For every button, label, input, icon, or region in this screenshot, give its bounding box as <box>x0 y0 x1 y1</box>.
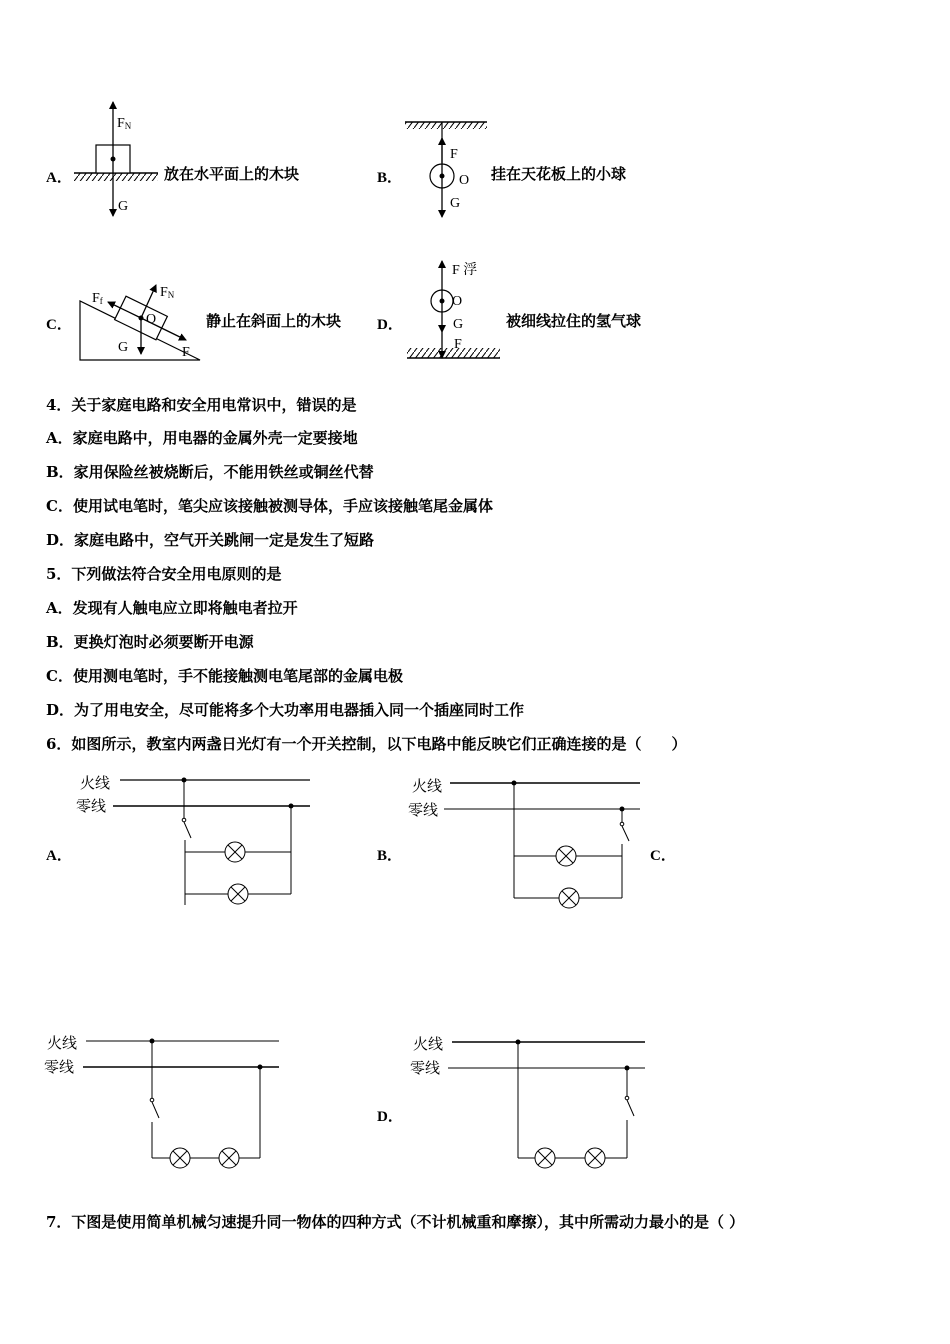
lamp-icon <box>556 846 576 866</box>
option-label-a: A． <box>46 170 72 186</box>
svg-text:F: F <box>454 337 462 352</box>
svg-text:零线: 零线 <box>44 1058 75 1076</box>
svg-text:FN: FN <box>160 285 175 300</box>
svg-text:火线: 火线 <box>413 1035 444 1053</box>
caption-b: 挂在天花板上的小球 <box>491 165 627 183</box>
question-4-stem: 4．关于家庭电路和安全用电常识中，错误的是 <box>46 396 357 414</box>
option-label-d: D． <box>377 317 403 333</box>
question-7-stem: 7．下图是使用简单机械匀速提升同一物体的四种方式（不计机械重和摩擦），其中所需动力最小的是（ ） <box>46 1213 745 1231</box>
caption-a: 放在水平面上的木块 <box>164 165 300 183</box>
figure-block-on-floor <box>74 102 158 216</box>
q6-option-label-b: B． <box>377 848 403 864</box>
lamp-icon <box>228 884 248 904</box>
caption-d: 被细线拉住的氢气球 <box>506 312 642 330</box>
circuit-a <box>76 774 310 905</box>
q6-option-label-a: A． <box>46 848 72 864</box>
circuit-b <box>408 777 640 908</box>
svg-text:火线: 火线 <box>47 1034 78 1052</box>
svg-text:F: F <box>182 345 190 360</box>
lamp-icon <box>585 1148 605 1168</box>
caption-c: 静止在斜面上的木块 <box>206 312 342 330</box>
svg-text:零线: 零线 <box>410 1059 441 1077</box>
circuit-c <box>44 1034 279 1168</box>
question-6-stem: 6．如图所示，教室内两盏日光灯有一个开关控制，以下电路中能反映它们正确连接的是（ ） <box>46 735 687 753</box>
question-4-option-c: C．使用试电笔时，笔尖应该接触被测导体，手应该接触笔尾金属体 <box>46 497 493 515</box>
svg-text:零线: 零线 <box>408 801 439 819</box>
lamp-icon <box>535 1148 555 1168</box>
svg-text:O: O <box>459 173 470 188</box>
lamp-icon <box>225 842 245 862</box>
svg-text:零线: 零线 <box>76 797 107 815</box>
lamp-icon <box>219 1148 239 1168</box>
svg-text:火线: 火线 <box>412 777 443 795</box>
svg-text:O: O <box>452 294 463 309</box>
q6-option-label-d: D． <box>377 1109 403 1125</box>
svg-text:G: G <box>118 199 129 214</box>
svg-text:火线: 火线 <box>80 774 111 792</box>
question-5-option-c: C．使用测电笔时，手不能接触测电笔尾部的金属电极 <box>46 667 403 685</box>
question-4-option-a: A．家庭电路中，用电器的金属外壳一定要接地 <box>46 429 358 447</box>
question-5-option-d: D．为了用电安全，尽可能将多个大功率用电器插入同一个插座同时工作 <box>46 701 525 719</box>
figure-ball-hanging <box>405 122 487 217</box>
question-5-stem: 5．下列做法符合安全用电原则的是 <box>46 565 282 583</box>
svg-text:Ff: Ff <box>92 291 103 306</box>
question-5-option-a: A．发现有人触电应立即将触电者拉开 <box>46 599 298 617</box>
lamp-icon <box>170 1148 190 1168</box>
svg-text:FN: FN <box>117 116 132 131</box>
svg-text:O: O <box>146 312 157 327</box>
q6-option-label-c: C． <box>650 848 676 864</box>
figure-block-on-incline <box>80 285 200 360</box>
svg-text:G: G <box>453 317 464 332</box>
svg-text:G: G <box>450 196 461 211</box>
lamp-icon <box>559 888 579 908</box>
question-4-option-d: D．家庭电路中，空气开关跳闸一定是发生了短路 <box>46 531 375 549</box>
question-5-option-b: B．更换灯泡时必须要断开电源 <box>46 633 254 651</box>
figure-balloon-tied <box>407 261 500 358</box>
option-label-c: C． <box>46 317 72 333</box>
svg-text:F 浮: F 浮 <box>452 263 478 278</box>
circuit-d <box>410 1035 645 1168</box>
svg-text:F: F <box>450 147 458 162</box>
question-4-option-b: B．家用保险丝被烧断后，不能用铁丝或铜丝代替 <box>46 463 374 481</box>
option-label-b: B． <box>377 170 403 186</box>
svg-text:G: G <box>118 340 129 355</box>
